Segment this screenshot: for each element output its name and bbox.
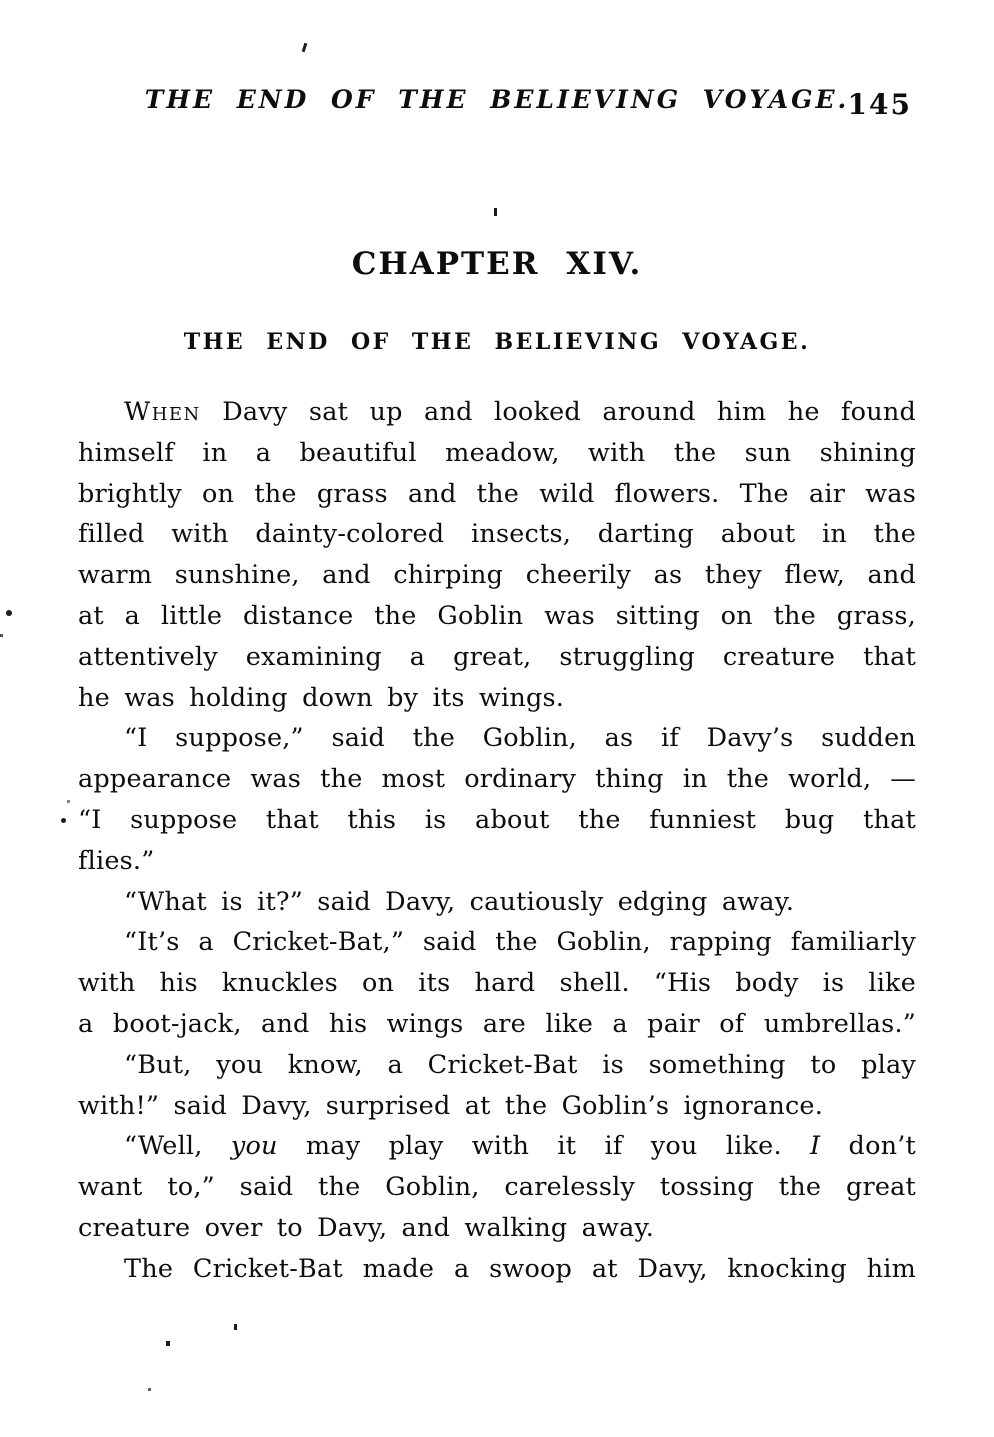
text-segment: creature over to Davy, and walking away. <box>78 1212 655 1243</box>
text-segment: “It’s a Cricket-Bat,” said the Goblin, rapping familiarly <box>124 927 916 958</box>
scan-speck <box>61 818 66 823</box>
text-line <box>78 392 916 433</box>
text-line <box>78 474 916 515</box>
text-line <box>78 433 916 474</box>
paragraph <box>78 1249 916 1290</box>
text-segment: flies.” <box>78 845 155 876</box>
scan-speck <box>302 43 308 52</box>
text-segment: he was holding down by its wings. <box>78 682 565 713</box>
text-line <box>78 718 916 759</box>
text-line <box>78 1004 916 1045</box>
text-segment: “I suppose that this is about the funniest bug that <box>78 804 916 835</box>
text-segment: want to,” said the Goblin, carelessly tossing the great <box>78 1172 916 1203</box>
running-head-title: THE END OF THE BELIEVING VOYAGE. <box>144 85 850 114</box>
text-segment: “What is it?” said Davy, cautiously edging away. <box>124 886 795 917</box>
text-line <box>78 922 916 963</box>
text-segment: brightly on the grass and the wild flowers. The air was <box>78 478 916 509</box>
text-segment: warm sunshine, and chirping cheerily as they flew, and <box>78 560 916 591</box>
page-number: 145 <box>847 88 912 121</box>
text-segment: filled with dainty-colored insects, darting about in the <box>78 519 916 550</box>
body-text <box>78 392 916 1290</box>
text-line <box>78 637 916 678</box>
smallcaps-word: When <box>124 397 201 427</box>
scan-speck <box>148 1388 151 1391</box>
text-segment: don’t <box>820 1131 917 1162</box>
text-line <box>78 678 916 719</box>
scan-speck <box>494 208 497 216</box>
text-segment: Davy sat up and looked around him he found <box>200 397 916 427</box>
running-head <box>0 85 994 114</box>
text-segment: may play with it if you like. <box>277 1131 811 1162</box>
scan-speck <box>6 610 12 616</box>
text-segment: “I suppose,” said the Goblin, as if Davy’s sudden <box>124 723 916 754</box>
text-line <box>78 963 916 1004</box>
text-line <box>78 882 916 923</box>
scan-speck <box>0 634 3 637</box>
chapter-subtitle: THE END OF THE BELIEVING VOYAGE. <box>183 329 811 355</box>
text-line <box>78 1249 916 1290</box>
text-line <box>78 1126 916 1167</box>
text-line <box>78 759 916 800</box>
text-segment: “Well, <box>124 1131 231 1162</box>
chapter-heading: CHAPTER XIV. <box>351 246 643 282</box>
italic-word: you <box>230 1131 278 1162</box>
scan-speck <box>67 800 70 803</box>
text-line <box>78 514 916 555</box>
text-line <box>78 841 916 882</box>
italic-word: I <box>810 1131 821 1162</box>
text-segment: appearance was the most ordinary thing in the world, — <box>78 764 916 795</box>
text-line <box>78 596 916 637</box>
paragraph <box>78 922 916 1044</box>
text-line <box>78 1167 916 1208</box>
text-line <box>78 1208 916 1249</box>
text-segment: at a little distance the Goblin was sitting on the grass, <box>78 600 916 631</box>
scan-speck <box>234 1324 237 1330</box>
text-line <box>78 555 916 596</box>
text-segment: with!” said Davy, surprised at the Goblin’s ignorance. <box>78 1090 824 1121</box>
paragraph <box>78 882 916 923</box>
text-line <box>78 800 916 841</box>
text-segment: himself in a beautiful meadow, with the sun shining <box>78 437 916 468</box>
paragraph <box>78 1045 916 1127</box>
paragraph <box>78 718 916 881</box>
text-line <box>78 1045 916 1086</box>
text-segment: attentively examining a great, struggling creature that <box>78 641 916 672</box>
paragraph <box>78 1126 916 1248</box>
text-segment: a boot-jack, and his wings are like a pair of umbrellas.” <box>78 1008 916 1039</box>
text-segment: “But, you know, a Cricket-Bat is something to play <box>124 1049 916 1080</box>
text-line <box>78 1086 916 1127</box>
text-segment: The Cricket-Bat made a swoop at Davy, knocking him <box>124 1253 916 1284</box>
scan-speck <box>166 1341 170 1346</box>
text-segment: with his knuckles on its hard shell. “His body is like <box>78 968 916 999</box>
paragraph <box>78 392 916 718</box>
